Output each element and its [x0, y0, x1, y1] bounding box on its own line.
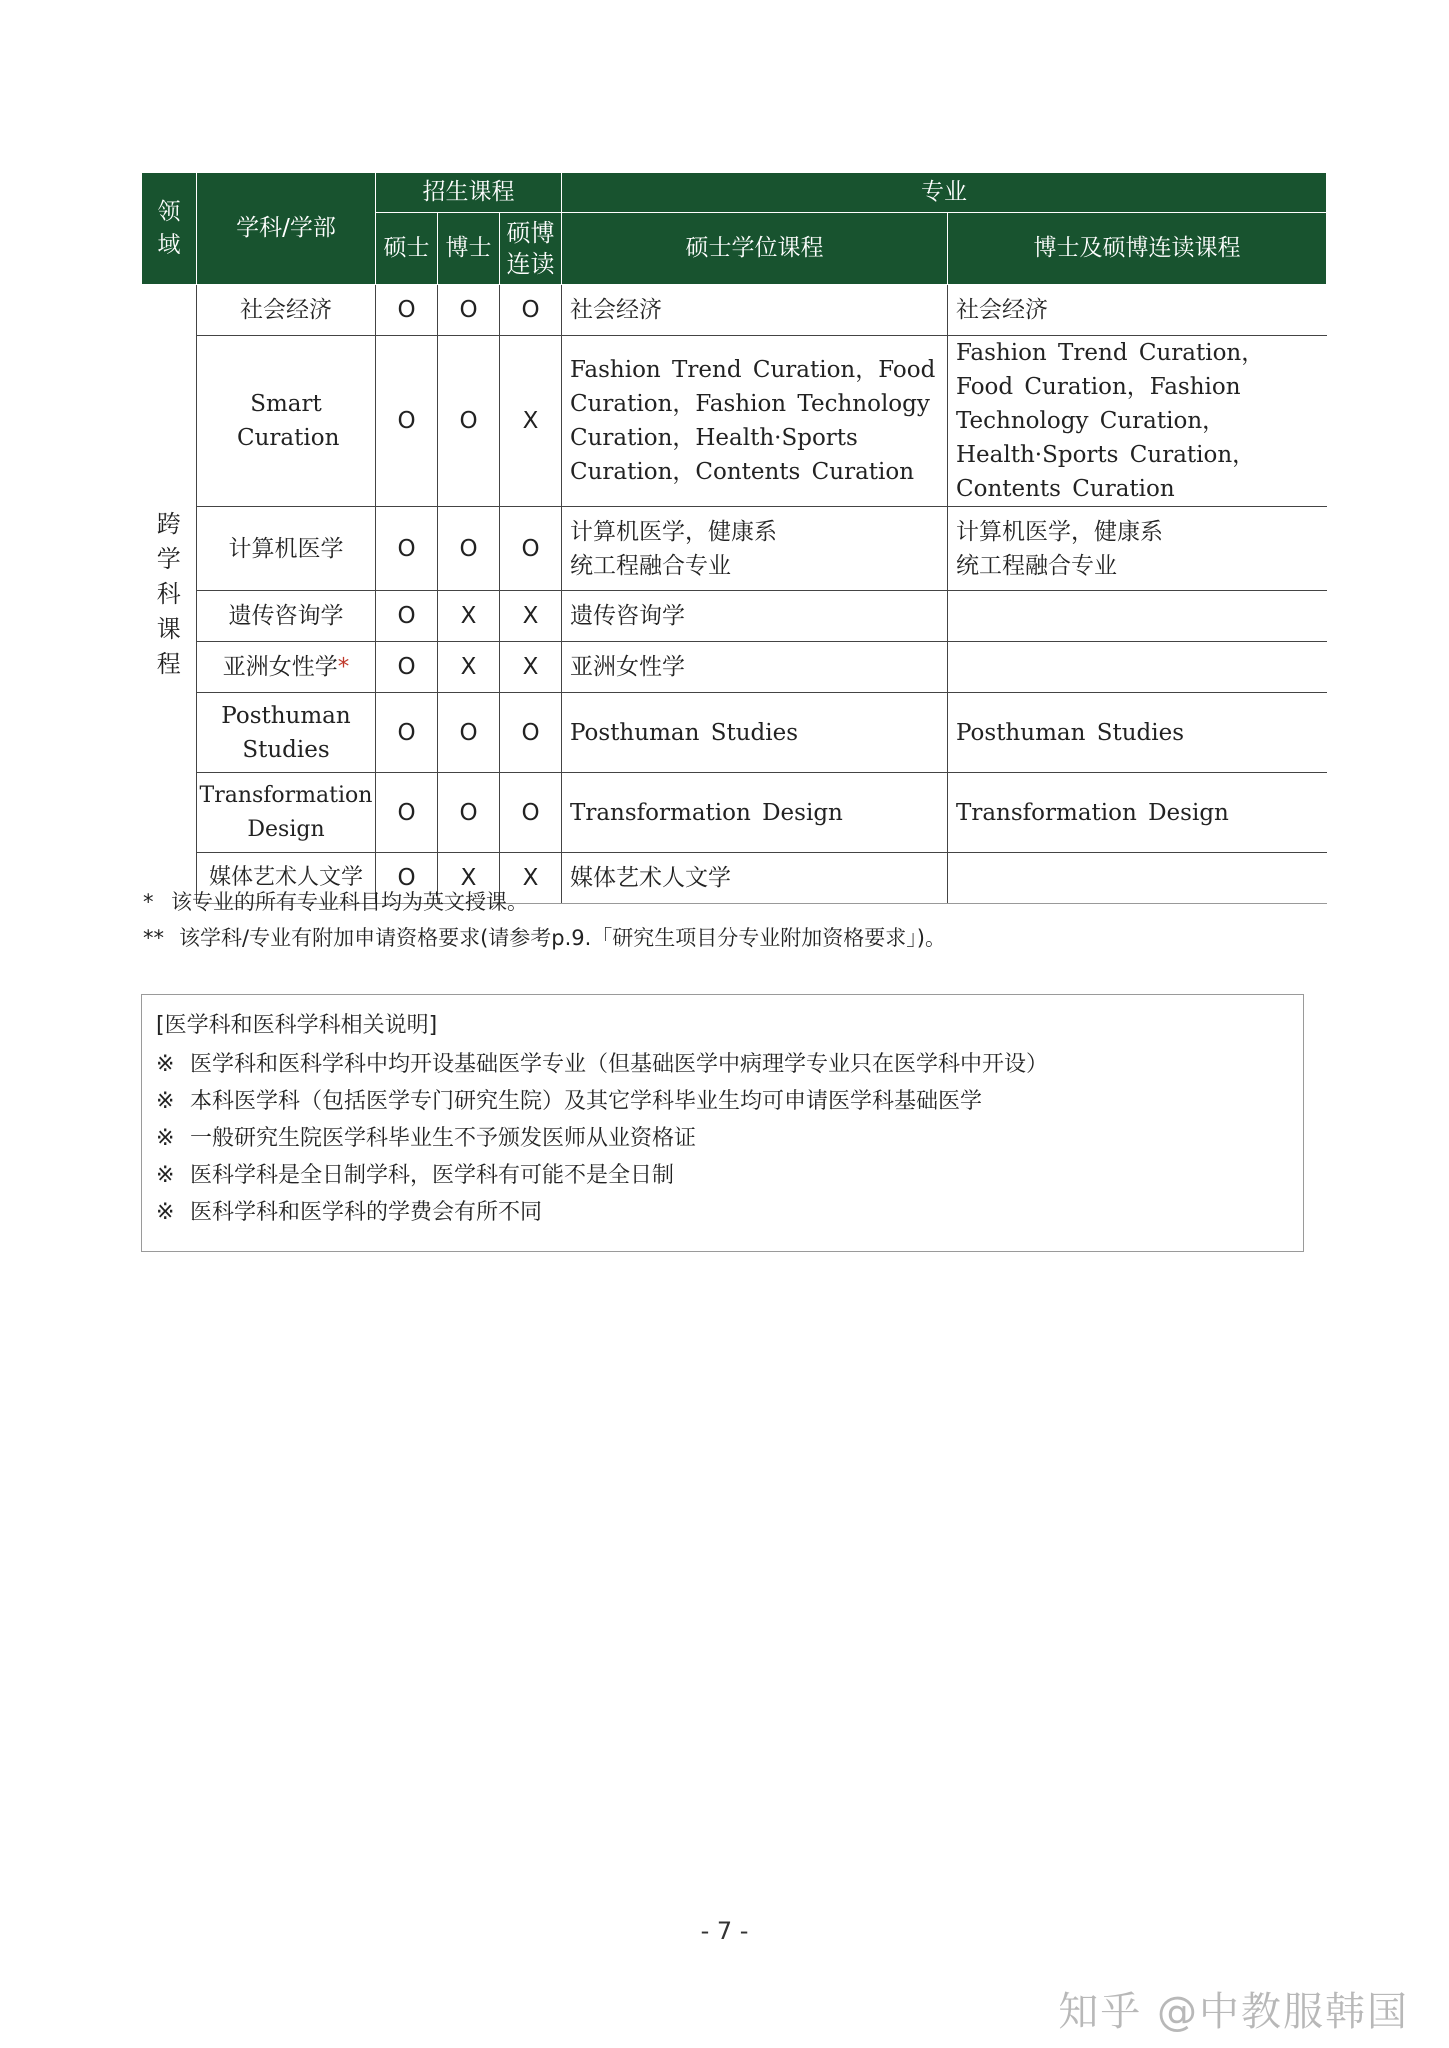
header-department: 学科/学部 [197, 173, 376, 285]
master-major-cell: Posthuman Studies [562, 693, 948, 773]
reference-mark: ※ [156, 1126, 175, 1151]
doctor-major-cell [948, 642, 1327, 693]
master-mark: O [376, 773, 438, 853]
info-item-text: 一般研究生院医学科毕业生不予颁发医师从业资格证 [190, 1126, 697, 1151]
doctor-major-cell: 社会经济 [948, 285, 1327, 336]
table-row [142, 773, 1327, 853]
department-cell: 媒体艺术人文学 [197, 853, 376, 904]
master-mark: O [376, 591, 438, 642]
master-major-cell: 亚洲女性学 [562, 642, 948, 693]
master-mark: O [376, 285, 438, 336]
master-mark: O [376, 853, 438, 904]
info-item-text: 医学科和医科学科中均开设基础医学专业（但基础医学中病理学专业只在医学科中开设） [190, 1052, 1049, 1077]
doctor-major-cell: 计算机医学，健康系统工程融合专业 [948, 507, 1327, 591]
master-major-cell: 计算机医学，健康系统工程融合专业 [562, 507, 948, 591]
department-cell: 遗传咨询学 [197, 591, 376, 642]
doctor-mark: X [438, 642, 500, 693]
doctor-mark: O [438, 507, 500, 591]
department-cell [197, 642, 376, 693]
department-label: 亚洲女性学 [222, 654, 338, 680]
header-major: 专业 [562, 173, 1327, 213]
header-master-courses: 硕士学位课程 [562, 213, 948, 285]
combined-mark: X [500, 591, 562, 642]
note-mark: * [143, 890, 154, 914]
info-item [156, 1046, 1289, 1083]
reference-mark: ※ [156, 1200, 175, 1225]
program-table [141, 172, 1327, 904]
medical-info-box [141, 994, 1304, 1252]
header-area [142, 173, 197, 285]
combined-mark: O [500, 693, 562, 773]
info-item [156, 1157, 1289, 1194]
table-row [142, 507, 1327, 591]
info-box-title: [医学科和医科学科相关说明] [156, 1013, 438, 1038]
info-item [156, 1083, 1289, 1120]
note-requirements [143, 920, 946, 956]
header-combined-label: 硕博连读 [506, 218, 555, 278]
note-english [143, 884, 946, 920]
combined-mark: X [500, 336, 562, 507]
header-master: 硕士 [376, 213, 438, 285]
master-mark: O [376, 642, 438, 693]
doctor-major-cell: Posthuman Studies [948, 693, 1327, 773]
note-mark: ** [143, 926, 164, 950]
doctor-mark: O [438, 773, 500, 853]
reference-mark: ※ [156, 1089, 175, 1114]
area-cell [142, 285, 197, 904]
watermark: 知乎 @中教服韩国 [1058, 1989, 1409, 2035]
department-cell: 社会经济 [197, 285, 376, 336]
department-cell: Transformation Design [197, 773, 376, 853]
header-doctor: 博士 [438, 213, 500, 285]
table-row [142, 285, 1327, 336]
doctor-major-cell [948, 853, 1327, 904]
combined-mark: X [500, 642, 562, 693]
english-asterisk: * [337, 654, 350, 680]
master-mark: O [376, 507, 438, 591]
doctor-mark: X [438, 591, 500, 642]
doctor-major-cell: Transformation Design [948, 773, 1327, 853]
info-item-text: 医科学科和医学科的学费会有所不同 [190, 1200, 543, 1225]
reference-mark: ※ [156, 1163, 175, 1188]
header-area-label: 领域 [157, 198, 181, 258]
department-cell: Posthuman Studies [197, 693, 376, 773]
page-number: - 7 - [700, 1917, 749, 1945]
note-text: 该专业的所有专业科目均为英文授课。 [171, 890, 528, 914]
table-notes [143, 884, 946, 956]
info-item [156, 1120, 1289, 1157]
master-major-cell: Fashion Trend Curation，Food Curation，Fashion Technology Curation，Health·Sports Curation，Contents Curation [562, 336, 948, 507]
department-cell: 计算机医学 [197, 507, 376, 591]
doctor-mark: O [438, 693, 500, 773]
doctor-mark: O [438, 285, 500, 336]
doctor-major-cell: Fashion Trend Curation，Food Curation，Fashion Technology Curation，Health·Sports Curation，Contents Curation [948, 336, 1327, 507]
table-row [142, 693, 1327, 773]
reference-mark: ※ [156, 1052, 175, 1077]
department-cell: Smart Curation [197, 336, 376, 507]
info-item-text: 本科医学科（包括医学专门研究生院）及其它学科毕业生均可申请医学科基础医学 [190, 1089, 983, 1114]
combined-mark: O [500, 773, 562, 853]
table-row [142, 642, 1327, 693]
area-label: 跨学科课程 [156, 509, 181, 678]
master-major-cell: 遗传咨询学 [562, 591, 948, 642]
info-item [156, 1194, 1289, 1231]
combined-mark: O [500, 507, 562, 591]
master-major-cell: 社会经济 [562, 285, 948, 336]
header-enrollment: 招生课程 [376, 173, 562, 213]
table-row [142, 336, 1327, 507]
table-row [142, 591, 1327, 642]
info-item-text: 医科学科是全日制学科，医学科有可能不是全日制 [190, 1163, 675, 1188]
note-text: 该学科/专业有附加申请资格要求(请参考p.9.「研究生项目分专业附加资格要求」)。 [179, 926, 946, 950]
master-mark: O [376, 336, 438, 507]
master-mark: O [376, 693, 438, 773]
doctor-mark: X [438, 853, 500, 904]
header-combined [500, 213, 562, 285]
header-doctor-courses: 博士及硕博连读课程 [948, 213, 1327, 285]
doctor-mark: O [438, 336, 500, 507]
master-major-cell: Transformation Design [562, 773, 948, 853]
combined-mark: O [500, 285, 562, 336]
doctor-major-cell [948, 591, 1327, 642]
combined-mark: X [500, 853, 562, 904]
master-major-cell: 媒体艺术人文学 [562, 853, 948, 904]
